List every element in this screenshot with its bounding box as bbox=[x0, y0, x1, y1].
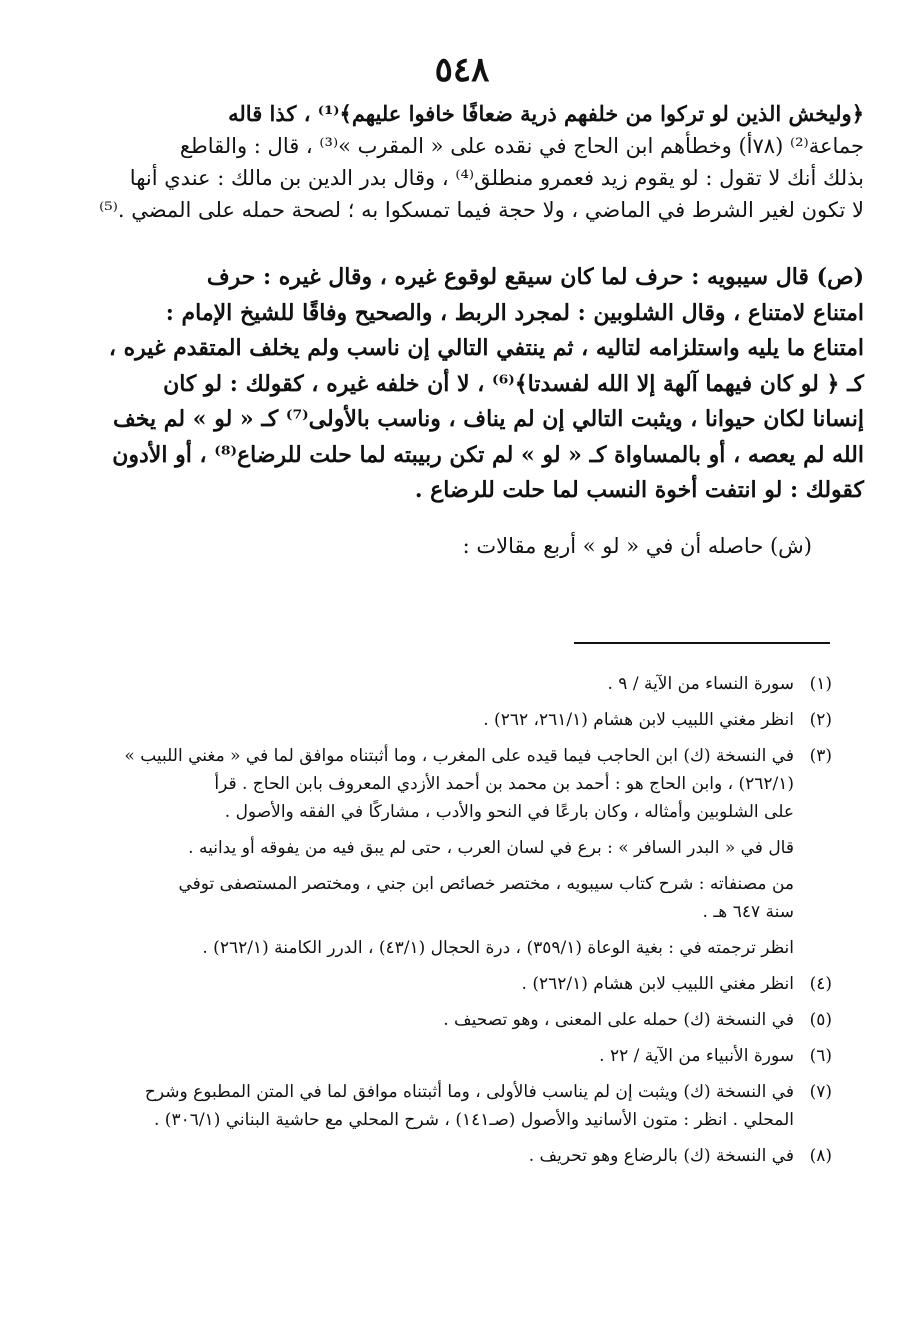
footnote bbox=[80, 670, 832, 698]
footnote-line: في النسخة (ك) حمله على المعنى ، وهو تصحيف . bbox=[443, 1010, 794, 1030]
text-line: جماعة⁽²⁾ (٧٨أ) وخطأهم ابن الحاج في نقده على « المقرب »⁽³⁾ ، قال : والقاطع bbox=[179, 134, 864, 158]
footnote-text bbox=[80, 670, 794, 698]
main-text bbox=[64, 98, 864, 562]
footnote-line: في النسخة (ك) ابن الحاجب فيما قيده على المغرب ، وما أثبتناه موافق لما في « مغني اللبيب » bbox=[124, 746, 794, 766]
text-line: امتناع لامتناع ، وقال الشلوبين : لمجرد الربط ، والصحيح وفاقًا للشيخ الإمام : bbox=[165, 299, 864, 326]
footnote-line: انظر ترجمته في : بغية الوعاة (٣٥٩/١) ، درة الحجال (٤٣/١) ، الدرر الكامنة (٢٦٢/١) . bbox=[202, 938, 794, 958]
footnote-line: انظر مغني اللبيب لابن هشام (٢٦٢/١) . bbox=[521, 974, 794, 994]
text-line: كـ ﴿ لو كان فيهما آلهة إلا الله لفسدتا﴾⁽⁶⁾ ، لا أن خلفه غيره ، كقولك : لو كان bbox=[163, 370, 864, 397]
footnote-line: سورة النساء من الآية / ٩ . bbox=[607, 674, 794, 694]
footnote-text bbox=[80, 1042, 794, 1070]
text-line: كقولك : لو انتفت أخوة النسب لما حلت للرضاع . bbox=[414, 477, 864, 503]
text-line: (ش) حاصله أن في « لو » أربع مقالات : bbox=[462, 533, 812, 558]
footnote-text bbox=[80, 1078, 794, 1134]
footnote-number: (٤) bbox=[809, 974, 832, 994]
footnote-number: (٣) bbox=[809, 746, 832, 766]
footnote bbox=[80, 970, 832, 998]
footnote-text bbox=[80, 1142, 794, 1170]
footnote bbox=[80, 1006, 832, 1034]
footnote-line: سورة الأنبياء من الآية / ٢٢ . bbox=[599, 1046, 794, 1066]
footnote-line: انظر مغني اللبيب لابن هشام (٢٦١/١، ٢٦٢) . bbox=[483, 710, 794, 730]
footnote-line: في النسخة (ك) ويثبت إن لم يناسب فالأولى ، وما أثبتناه موافق لما في المتن المطبوع وشرح bbox=[144, 1082, 794, 1102]
paragraph-quran-citation bbox=[64, 98, 864, 226]
footnote-text bbox=[80, 1006, 794, 1034]
footnote bbox=[80, 706, 832, 734]
footnote-text bbox=[80, 706, 794, 734]
text-line: الله لم يعصه ، أو بالمساواة كـ « لو » لم تكن ربيبته لما حلت للرضاع⁽⁸⁾ ، أو الأدون bbox=[112, 441, 864, 468]
text-line: بذلك أنك لا تقول : لو يقوم زيد فعمرو منطلق⁽⁴⁾ ، وقال بدر الدين بن مالك : عندي أنها bbox=[129, 166, 864, 190]
footnote bbox=[80, 1042, 832, 1070]
footnote-line: على الشلوبين وأمثاله ، وكان بارعًا في النحو والأدب ، مشاركًا في الفقه والأصول . bbox=[224, 802, 794, 822]
footnotes bbox=[80, 670, 832, 1170]
text-line: لا تكون لغير الشرط في الماضي ، ولا حجة فيما تمسكوا به ؛ لصحة حمله على المضي .⁽⁵⁾ bbox=[99, 198, 864, 222]
footnote-line: قال في « البدر السافر » : برع في لسان العرب ، حتى لم يبق فيه من يفوقه أو يدانيه . bbox=[188, 838, 794, 858]
footnote-number: (٨) bbox=[809, 1146, 832, 1166]
footnote-line: سنة ٦٤٧ هـ . bbox=[702, 902, 794, 922]
footnote-line: المحلي . انظر : متون الأسانيد والأصول (صـ١٤١) ، شرح المحلي مع حاشية البناني (٣٠٦/١) . bbox=[153, 1110, 794, 1130]
footnote-number: (٧) bbox=[809, 1082, 832, 1102]
text-line: (ص) قال سيبويه : حرف لما كان سيقع لوقوع غيره ، وقال غيره : حرف bbox=[206, 264, 864, 290]
footnote-number: (١) bbox=[809, 674, 832, 694]
footnote bbox=[80, 742, 832, 962]
footnote-number: (٥) bbox=[809, 1010, 832, 1030]
footnote-number: (٢) bbox=[809, 710, 832, 730]
footnote bbox=[80, 1142, 832, 1170]
footnote-line: في النسخة (ك) بالرضاع وهو تحريف . bbox=[528, 1146, 794, 1166]
footnote-divider bbox=[574, 642, 830, 644]
page-number: ٥٤٨ bbox=[434, 50, 490, 90]
text-line: ﴿وليخش الذين لو تركوا من خلفهم ذرية ضعافًا خافوا عليهم﴾⁽¹⁾ ، كذا قاله bbox=[228, 101, 864, 126]
footnote-text bbox=[80, 970, 794, 998]
footnote-text bbox=[80, 742, 794, 962]
footnote-line: (٢٦٢/١) ، وابن الحاج هو : أحمد بن محمد بن أحمد الأزدي المعروف بابن الحاج . قرأ bbox=[214, 774, 794, 794]
footnote-line: من مصنفاته : شرح كتاب سيبويه ، مختصر خصائص ابن جني ، ومختصر المستصفى توفي bbox=[178, 874, 794, 894]
footnote bbox=[80, 1078, 832, 1134]
paragraph-sharh bbox=[64, 530, 864, 562]
footnote-number: (٦) bbox=[809, 1046, 832, 1066]
paragraph-matn bbox=[64, 260, 864, 509]
text-line: إنسانا لكان حيوانا ، ويثبت التالي إن لم يناف ، وناسب بالأولى⁽⁷⁾ كـ « لو » لم يخف bbox=[113, 406, 864, 432]
text-line: امتناع ما يليه واستلزامه لتاليه ، ثم ينتفي التالي إن ناسب ولم يخلف المتقدم غيره ، bbox=[108, 335, 864, 361]
